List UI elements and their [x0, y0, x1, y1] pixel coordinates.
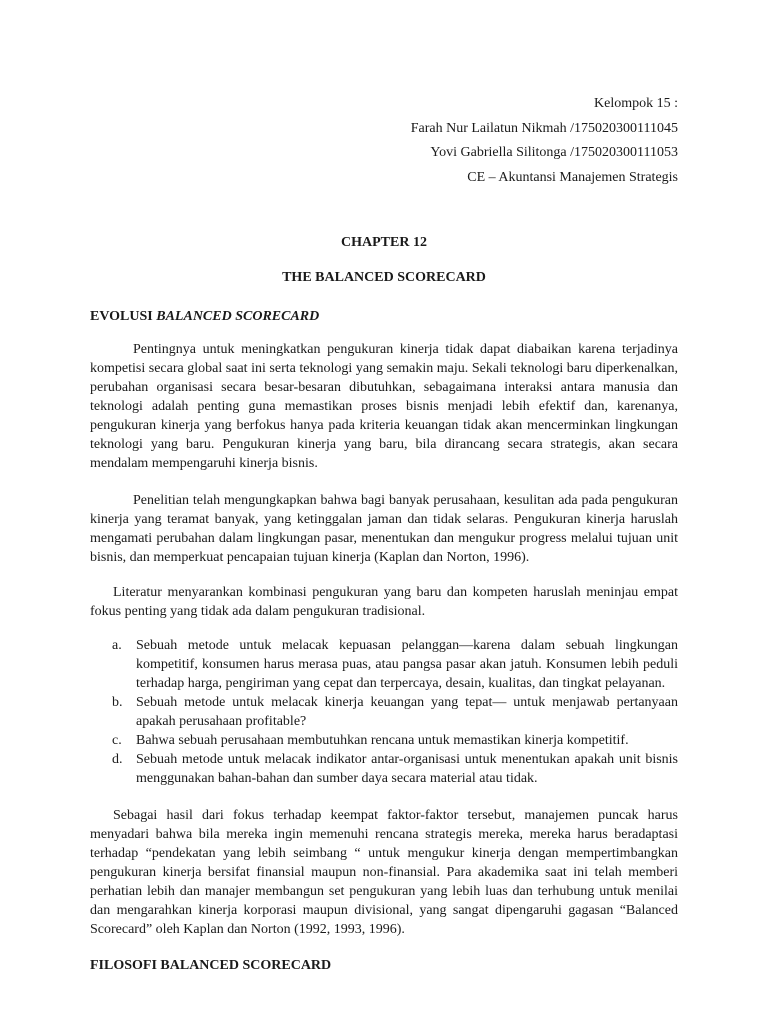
heading-plain: EVOLUSI — [90, 309, 157, 324]
list-item-text: Sebuah metode untuk melacak kinerja keuangan yang tepat— untuk menjawab pertanyaan apakah perusahaan profitable? — [136, 695, 678, 729]
paragraph-4: Sebagai hasil dari fokus terhadap keempat faktor-faktor tersebut, manajemen puncak harus menyadari bahwa bila mereka ingin memenuhi rencana strategis mereka, mereka harus beradaptasi terhadap “pendekatan yang lebih seimbang “ untuk mengukur kinerja dengan mempertimbangkan pengukuran kinerja bersifat finansial maupun non-finansial. Para akademika saat ini telah memberi perhatian lebih dan manajer membangun set pengukuran yang lebih luas dan terhubung untuk menilai dan mengarahkan kinerja korporasi maupun divisional, yang sangat dipengaruhi gagasan “Balanced Scorecard” oleh Kaplan dan Norton (1992, 1993, 1996). — [90, 808, 678, 937]
list-item — [90, 750, 678, 788]
section-heading-filosofi: FILOSOFI BALANCED SCORECARD — [90, 958, 332, 973]
member-2: Yovi Gabriella Silitonga /175020300111053 — [430, 145, 678, 160]
section-heading-evolusi — [90, 307, 678, 326]
list-item-text: Sebuah metode untuk melacak indikator antar-organisasi untuk menentukan apakah unit bisnis menggunakan bahan-bahan dan sumber daya secara material atau tidak. — [136, 752, 678, 786]
list-item-text: Sebuah metode untuk melacak kepuasan pelanggan—karena dalam sebuah lingkungan kompetitif, konsumen harus merasa puas, atau pangsa pasar akan jatuh. Konsumen lebih peduli terhadap harga, pengiriman yang cepat dan terpercaya, desain, kualitas, dan tingkat pelayanan. — [136, 638, 678, 691]
group-label: Kelompok 15 : — [594, 96, 678, 111]
chapter-title: CHAPTER 12 — [341, 235, 427, 250]
group-info — [411, 92, 678, 190]
class-label: CE – Akuntansi Manajemen Strategis — [467, 169, 678, 185]
paragraph-1: Pentingnya untuk meningkatkan pengukuran kinerja tidak dapat diabaikan karena terjadinya kompetisi secara global saat ini serta teknologi yang semakin maju. Sekali teknologi baru diperkenalkan, perubahan organisasi secara besar-besaran dibutuhkan, sebagaimana interaksi antara manusia dan teknologi adalah penting guna memastikan proses bisnis menjadi lebih efektif dan, karenanya, pengukuran kinerja yang berfokus hanya pada kriteria keuangan tidak akan mencerminkan lingkungan teknologi yang baru. Pengukuran kinerja yang baru, bila dirancang secara strategis, akan secara mendalam mempengaruhi kinerja bisnis. — [90, 342, 678, 471]
list-item — [90, 636, 678, 693]
list-marker: d. — [112, 752, 123, 767]
heading-italic: BALANCED SCORECARD — [156, 309, 320, 324]
paragraph-2: Penelitian telah mengungkapkan bahwa bagi banyak perusahaan, kesulitan ada pada pengukuran kinerja yang teramat banyak, yang ketinggalan jaman dan tidak selaras. Pengukuran kinerja haruslah mengamati perubahan dalam lingkungan pasar, menentukan dan mengukur progress melalui tujuan unit bisnis, dan memperkuat pencapaian tujuan kinerja (Kaplan dan Norton, 1996). — [90, 493, 678, 565]
document-body — [90, 233, 678, 975]
list-item-text: Bahwa sebuah perusahaan membutuhkan rencana untuk memastikan kinerja kompetitif. — [136, 733, 629, 748]
list-marker: a. — [112, 638, 122, 653]
list-item — [90, 731, 678, 750]
member-1: Farah Nur Lailatun Nikmah /175020300111045 — [410, 120, 678, 136]
list-item — [90, 693, 678, 731]
list-marker: b. — [112, 695, 123, 710]
document-title: THE BALANCED SCORECARD — [282, 270, 486, 285]
paragraph-3: Literatur menyarankan kombinasi pengukuran yang baru dan kompeten haruslah meninjau empat fokus penting yang tidak ada dalam pengukuran tradisional. — [90, 585, 678, 619]
list-marker: c. — [112, 733, 122, 748]
focus-list — [90, 636, 678, 788]
